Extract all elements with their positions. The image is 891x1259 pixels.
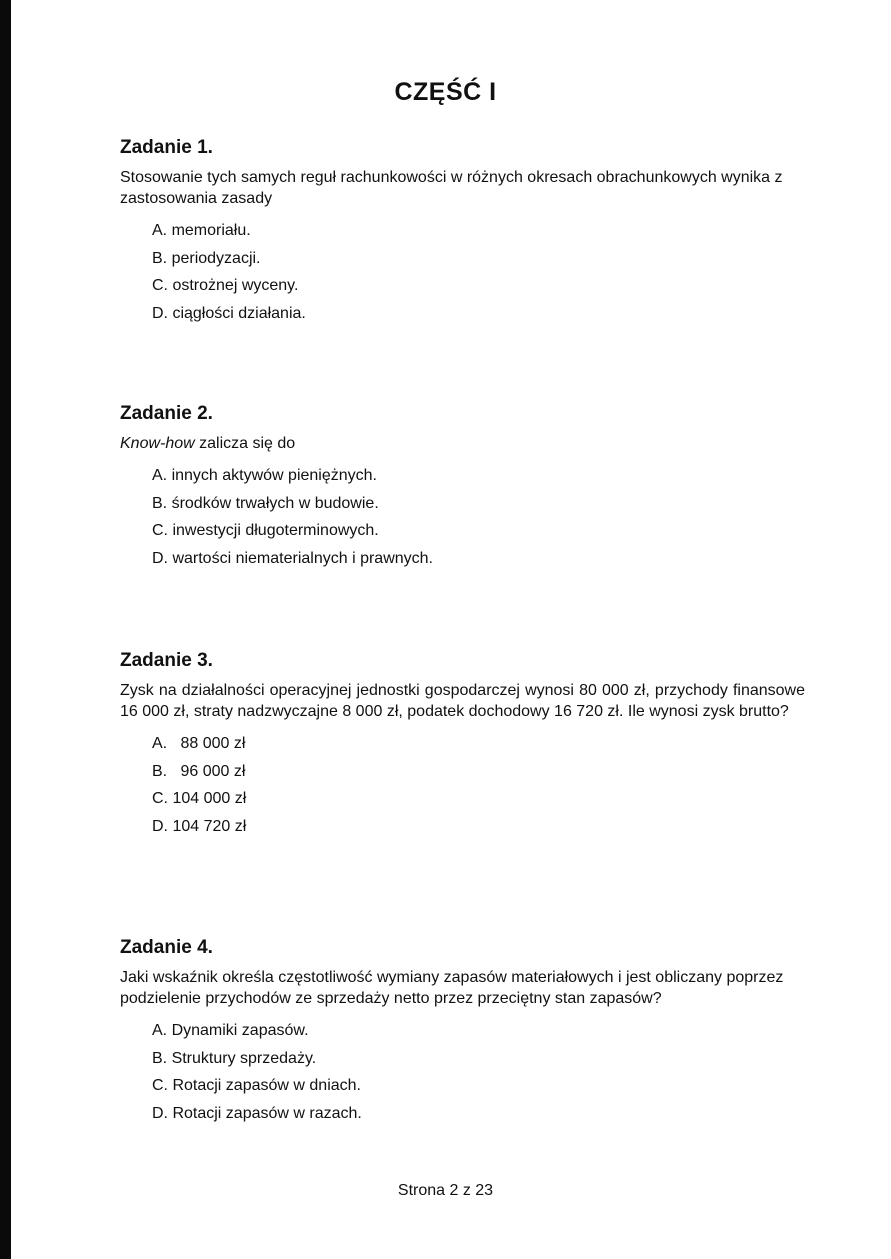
task-heading: Zadanie 4. xyxy=(120,937,213,958)
question-italic-term: Know-how xyxy=(120,435,195,452)
answer-list xyxy=(152,462,805,572)
answer-option: D. 104 720 zł xyxy=(152,817,247,835)
answer-list xyxy=(152,217,805,327)
task-3 xyxy=(120,650,805,840)
answer-option: C. 104 000 zł xyxy=(152,790,247,808)
answer-option: B. środków trwałych w budowie. xyxy=(152,494,379,512)
page-number: Strona 2 z 23 xyxy=(397,1182,494,1199)
task-question: Jaki wskaźnik określa częstotliwość wymiany zapasów materiałowych i jest obliczany poprzez podzielenie przychodów ze sprzedaży netto przez przeciętny stan zapasów? xyxy=(120,969,784,1007)
task-heading: Zadanie 3. xyxy=(120,650,213,671)
answer-option: B. periodyzacji. xyxy=(152,249,261,267)
task-question xyxy=(120,433,805,454)
question-text: zalicza się do xyxy=(194,435,296,452)
task-2 xyxy=(120,403,805,572)
answer-option: C. inwestycji długoterminowych. xyxy=(152,522,379,540)
task-heading: Zadanie 1. xyxy=(120,137,213,158)
answer-option: B. 96 000 zł xyxy=(152,762,246,780)
answer-option: C. Rotacji zapasów w dniach. xyxy=(152,1077,361,1095)
answer-option: A. Dynamiki zapasów. xyxy=(152,1022,309,1039)
task-4 xyxy=(120,937,805,1127)
answer-option: B. Struktury sprzedaży. xyxy=(152,1049,317,1067)
answer-option: A. 88 000 zł xyxy=(152,735,246,752)
page-title: CZĘŚĆ I xyxy=(394,78,497,106)
answer-option: C. ostrożnej wyceny. xyxy=(152,277,299,295)
answer-option: D. Rotacji zapasów w razach. xyxy=(152,1104,362,1122)
task-1 xyxy=(120,137,805,327)
answer-list xyxy=(152,730,805,840)
task-question: Stosowanie tych samych reguł rachunkowości w różnych okresach obrachunkowych wynika z zastosowania zasady xyxy=(120,169,783,207)
answer-option: D. wartości niematerialnych i prawnych. xyxy=(152,549,433,567)
answer-option: A. innych aktywów pieniężnych. xyxy=(152,467,377,484)
scan-edge xyxy=(0,0,11,1259)
answer-option: D. ciągłości działania. xyxy=(152,304,306,322)
answer-list xyxy=(152,1017,805,1127)
answer-option: A. memoriału. xyxy=(152,222,251,239)
task-heading: Zadanie 2. xyxy=(120,403,213,424)
task-question: Zysk na działalności operacyjnej jednostki gospodarczej wynosi 80 000 zł, przychody finansowe 16 000 zł, straty nadzwyczajne 8 000 zł, podatek dochodowy 16 720 zł. Ile wynosi zysk brutto? xyxy=(120,682,805,720)
